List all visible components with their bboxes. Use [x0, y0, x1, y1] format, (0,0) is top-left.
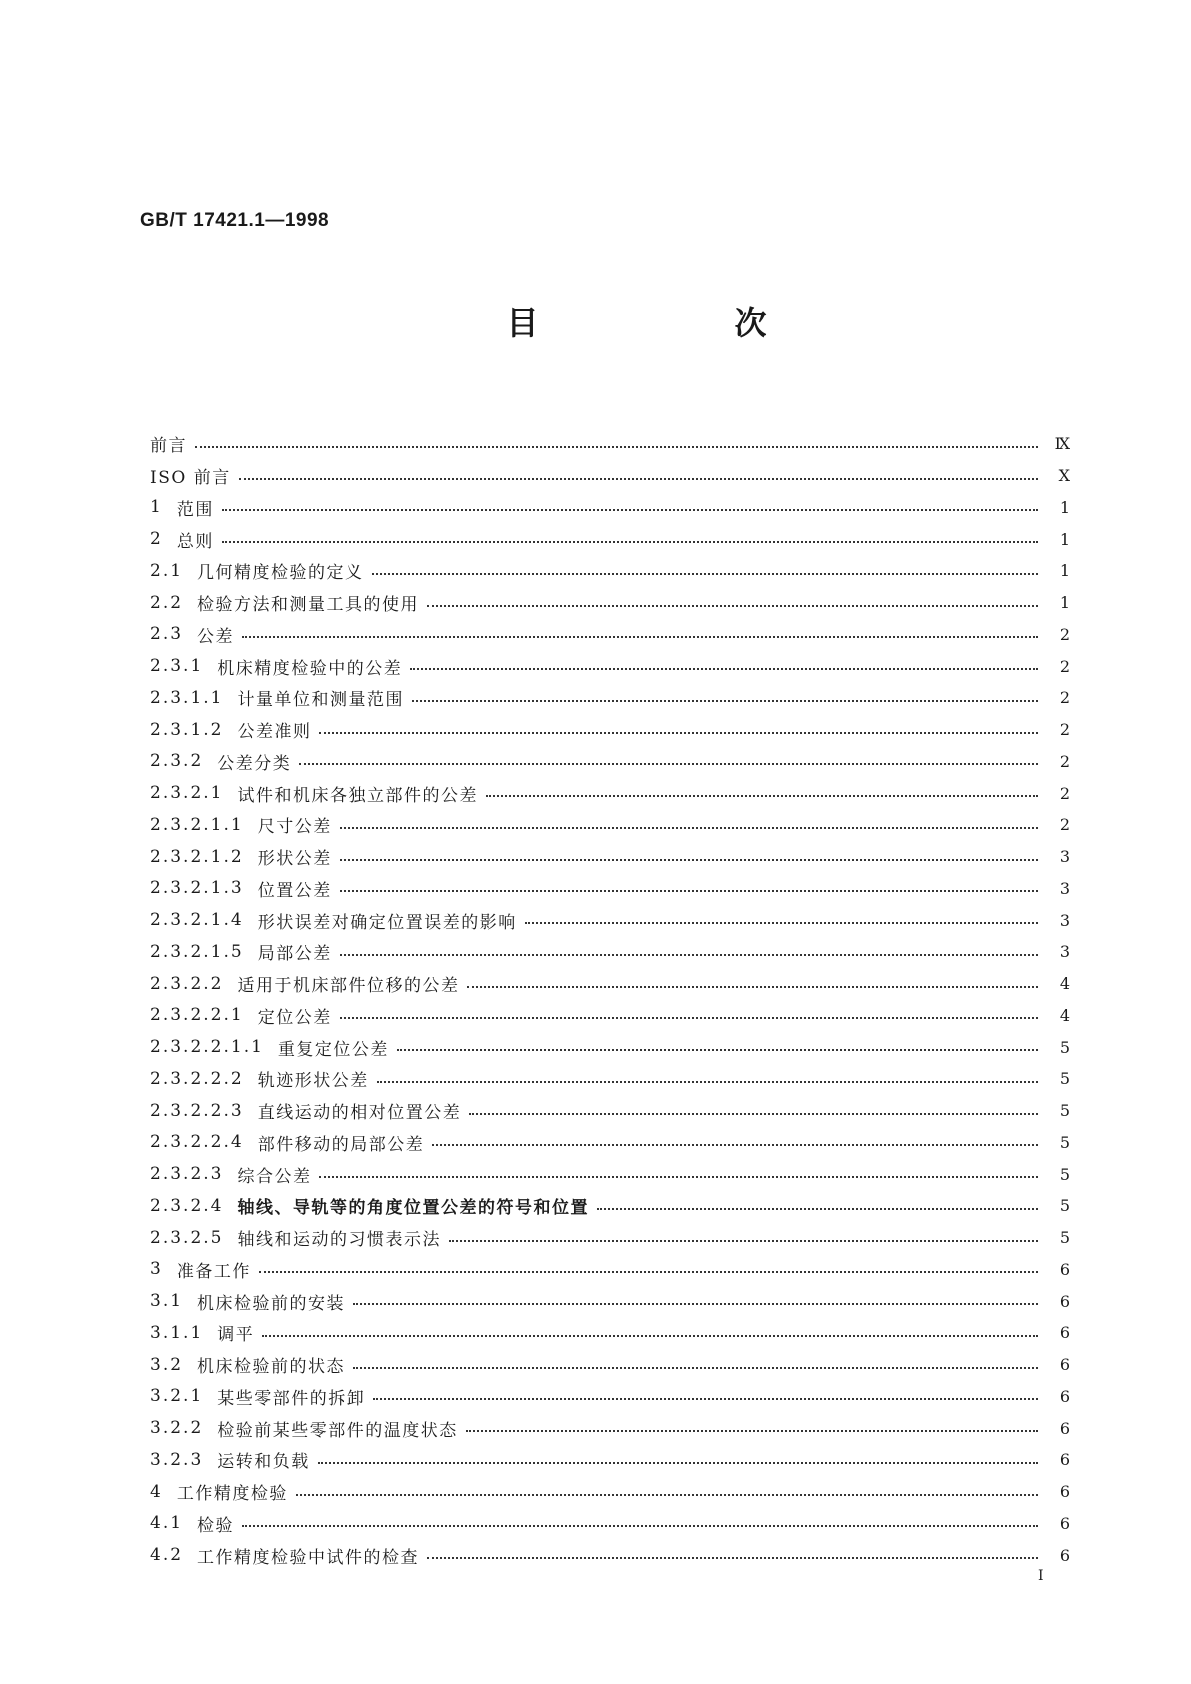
toc-entry[interactable] [150, 587, 1070, 619]
toc-entry-title: 机床检验前的安装 [197, 1293, 346, 1314]
toc-entry-title: 前言 [150, 436, 187, 457]
toc-entry-title: 局部公差 [257, 944, 332, 965]
toc-entry-page: 5 [1059, 1132, 1070, 1152]
toc-entry-page: 6 [1059, 1545, 1070, 1565]
toc-entry-page: 6 [1059, 1450, 1070, 1470]
toc-entry-title: 重复定位公差 [277, 1039, 389, 1060]
toc-entry-title: 轴线和运动的习惯表示法 [237, 1230, 441, 1251]
toc-entry-number: 4.1 [150, 1513, 184, 1534]
toc-entry-title: 几何精度检验的定义 [197, 563, 364, 584]
toc-entry-page: 6 [1059, 1355, 1070, 1375]
toc-entry-title: 适用于机床部件位移的公差 [237, 976, 460, 997]
toc-entry[interactable] [150, 809, 1070, 841]
toc-entry-title: 准备工作 [176, 1261, 251, 1282]
toc-entry-title: 直线运动的相对位置公差 [257, 1103, 462, 1124]
toc-leader-dots [239, 478, 1038, 480]
toc-entry[interactable] [150, 1285, 1070, 1317]
toc-entry[interactable] [150, 492, 1070, 524]
toc-entry-title: 公差分类 [217, 753, 292, 774]
toc-entry[interactable] [150, 936, 1070, 968]
toc-entry[interactable] [150, 968, 1070, 1000]
toc-entry-title: 轨迹形状公差 [257, 1071, 369, 1092]
toc-entry-number: 2 [150, 529, 163, 550]
toc-entry-number: 2.3.2.1.5 [150, 941, 244, 962]
toc-leader-dots [299, 763, 1038, 765]
toc-entry-title: 计量单位和测量范围 [237, 690, 404, 711]
toc-leader-dots [318, 1462, 1038, 1464]
toc-leader-dots [340, 954, 1038, 956]
toc-entry-title: 运转和负载 [217, 1452, 310, 1473]
toc-leader-dots [469, 1113, 1038, 1115]
toc-leader-dots [427, 1557, 1038, 1559]
toc-entry-number: 2.3.2.5 [150, 1227, 224, 1248]
toc-entry-title: 轴线、导轨等的角度位置公差的符号和位置 [237, 1198, 589, 1219]
toc-leader-dots [340, 859, 1038, 861]
toc-leader-dots [319, 1176, 1038, 1178]
toc-entry[interactable] [150, 777, 1070, 809]
toc-entry[interactable] [150, 1158, 1070, 1190]
toc-entry[interactable] [150, 1508, 1070, 1540]
toc-leader-dots [222, 509, 1038, 511]
toc-leader-dots [597, 1208, 1038, 1210]
page-title: 目 次 [506, 304, 849, 342]
toc-entry[interactable] [150, 555, 1070, 587]
toc-entry-title: 检验方法和测量工具的使用 [197, 595, 420, 616]
toc-entry-page: 2 [1059, 688, 1070, 708]
toc-entry-number: 2.3.2.1.3 [150, 878, 244, 899]
toc-entry-number: 2.3.2.3 [150, 1164, 224, 1185]
toc-entry[interactable] [150, 873, 1070, 905]
toc-leader-dots [467, 986, 1038, 988]
toc-entry-number: 2.3.2.4 [150, 1195, 224, 1216]
toc-entry-number: 2.3.2.1.2 [150, 846, 244, 867]
toc-leader-dots [432, 1144, 1038, 1146]
toc-entry-number: 3.2.2 [150, 1418, 204, 1439]
toc-entry-page: 1 [1059, 561, 1070, 581]
toc-entry-page: 2 [1059, 624, 1070, 644]
toc-entry-page: 1 [1059, 497, 1070, 517]
toc-entry-number: 3.2.3 [150, 1449, 204, 1470]
toc-entry-number: 2.3.2.2.3 [150, 1100, 244, 1121]
toc-entry[interactable] [150, 746, 1070, 778]
standard-number: GB/T 17421.1—1998 [140, 210, 330, 231]
toc-entry-number: 1 [150, 497, 163, 518]
toc-leader-dots [372, 573, 1038, 575]
toc-entry-page: 2 [1059, 783, 1070, 803]
toc-entry-number: 2.3.1.1 [150, 687, 224, 708]
toc-entry[interactable] [150, 619, 1070, 651]
toc-entry-number: 2.3.2.2.4 [150, 1132, 244, 1153]
toc-leader-dots [195, 446, 1038, 448]
toc-entry-title: 公差 [197, 626, 235, 647]
toc-entry-number: 2.1 [150, 560, 184, 581]
toc-entry[interactable] [150, 904, 1070, 936]
toc-leader-dots [427, 605, 1038, 607]
toc-leader-dots [377, 1081, 1038, 1083]
toc-entry-title: 工作精度检验中试件的检查 [197, 1547, 420, 1568]
toc-leader-dots [262, 1335, 1038, 1337]
toc-entry-page: 6 [1059, 1386, 1070, 1406]
toc-entry-title: 定位公差 [257, 1007, 332, 1028]
toc-leader-dots [525, 922, 1038, 924]
toc-entry-number: 2.3 [150, 624, 184, 645]
toc-entry-title: 试件和机床各独立部件的公差 [237, 785, 478, 806]
toc-leader-dots [259, 1271, 1038, 1273]
toc-leader-dots [449, 1240, 1038, 1242]
toc-entry-number: 2.2 [150, 592, 184, 613]
toc-entry-title: 检验 [197, 1515, 235, 1536]
toc-entry-number: 3.1 [150, 1291, 184, 1312]
toc-entry-page: 5 [1059, 1228, 1070, 1248]
toc-entry-title: 范围 [176, 499, 214, 520]
toc-entry-number: 2.3.1 [150, 656, 204, 677]
toc-leader-dots [353, 1367, 1038, 1369]
toc-entry-title: 部件移动的局部公差 [257, 1134, 425, 1155]
toc-leader-dots [486, 795, 1038, 797]
toc-entry[interactable] [150, 714, 1070, 746]
toc-entry-page: 5 [1059, 1101, 1070, 1121]
toc-entry[interactable] [150, 1031, 1070, 1063]
toc-entry[interactable] [150, 1190, 1070, 1222]
toc-entry[interactable] [150, 1095, 1070, 1127]
toc-entry-number: 2.3.2.1.4 [150, 910, 244, 931]
toc-leader-dots [242, 636, 1038, 638]
toc-entry-page: 4 [1059, 974, 1070, 994]
toc-entry[interactable] [150, 1000, 1070, 1032]
toc-entry-number: 2.3.2.1 [150, 783, 224, 804]
toc-entry-title: 机床检验前的状态 [197, 1357, 346, 1378]
toc-entry-page: 3 [1059, 910, 1070, 930]
toc-entry-page: 5 [1059, 1037, 1070, 1057]
toc-entry-page: X [1058, 466, 1070, 486]
toc-entry-number: 3.1.1 [150, 1322, 204, 1343]
toc-entry-number: 2.3.2.1.1 [150, 814, 244, 835]
toc-entry[interactable] [150, 1412, 1070, 1444]
toc-entry[interactable] [150, 1254, 1070, 1286]
toc-leader-dots [319, 732, 1038, 734]
toc-leader-dots [296, 1494, 1038, 1496]
toc-leader-dots [242, 1525, 1038, 1527]
toc-entry-page: 2 [1059, 751, 1070, 771]
toc-entry-title: 工作精度检验 [176, 1484, 288, 1505]
toc-entry[interactable] [150, 1317, 1070, 1349]
toc-entry-title: 形状误差对确定位置误差的影响 [257, 912, 517, 933]
toc-entry[interactable] [150, 1222, 1070, 1254]
toc-leader-dots [340, 1017, 1038, 1019]
toc-entry-page: 6 [1059, 1482, 1070, 1502]
toc-entry[interactable] [150, 1063, 1070, 1095]
toc-entry[interactable] [150, 523, 1070, 555]
toc-entry[interactable] [150, 1381, 1070, 1413]
toc-entry-page: 5 [1059, 1196, 1070, 1216]
toc-entry-page: 6 [1059, 1259, 1070, 1279]
toc-entry-page: 2 [1059, 720, 1070, 740]
toc-entry-title: ISO 前言 [150, 468, 231, 489]
toc-entry-title: 调平 [217, 1325, 255, 1346]
toc-entry-page: 1 [1059, 529, 1070, 549]
toc-entry-number: 2.3.2.2.2 [150, 1068, 244, 1089]
toc-leader-dots [373, 1398, 1038, 1400]
toc-entry-number: 2.3.2.2.1.1 [150, 1037, 264, 1058]
toc-entry-page: 5 [1059, 1069, 1070, 1089]
toc-leader-dots [353, 1303, 1038, 1305]
toc-entry-page: 6 [1059, 1291, 1070, 1311]
toc-entry[interactable] [150, 460, 1070, 492]
toc-entry-page: 3 [1059, 847, 1070, 867]
toc-leader-dots [410, 668, 1038, 670]
toc-entry[interactable] [150, 1349, 1070, 1381]
toc-entry-page: 4 [1059, 1005, 1070, 1025]
toc-entry-number: 2.3.1.2 [150, 719, 224, 740]
toc-entry-page: 1 [1059, 593, 1070, 613]
toc-entry-number: 3.2 [150, 1354, 184, 1375]
toc-leader-dots [340, 890, 1038, 892]
toc-leader-dots [340, 827, 1038, 829]
toc-entry-page: 6 [1059, 1323, 1070, 1343]
toc-entry-title: 机床精度检验中的公差 [217, 658, 403, 679]
toc-entry-page: 2 [1059, 815, 1070, 835]
toc-entry[interactable] [150, 841, 1070, 873]
toc-entry-title: 总则 [176, 531, 214, 552]
toc-entry[interactable] [150, 682, 1070, 714]
toc-entry-title: 形状公差 [257, 849, 332, 870]
toc-entry-number: 4 [150, 1481, 163, 1502]
page-number: I [1038, 1568, 1044, 1584]
toc-entry-number: 2.3.2.2 [150, 973, 224, 994]
toc-leader-dots [412, 700, 1038, 702]
toc-entry-number: 2.3.2.2.1 [150, 1005, 244, 1026]
toc-entry-title: 公差准则 [237, 722, 312, 743]
toc-entry-page: Ⅸ [1054, 434, 1070, 454]
toc-entry[interactable] [150, 428, 1070, 460]
toc-entry[interactable] [150, 650, 1070, 682]
toc-entry-page: 5 [1059, 1164, 1070, 1184]
table-of-contents [150, 428, 1070, 1571]
toc-entry-title: 检验前某些零部件的温度状态 [217, 1420, 458, 1441]
toc-entry-number: 4.2 [150, 1545, 184, 1566]
toc-entry[interactable] [150, 1127, 1070, 1159]
toc-entry-number: 2.3.2 [150, 751, 204, 772]
toc-entry-page: 6 [1059, 1513, 1070, 1533]
toc-entry-number: 3.2.1 [150, 1386, 204, 1407]
toc-entry-page: 3 [1059, 878, 1070, 898]
toc-entry-title: 位置公差 [257, 880, 332, 901]
toc-leader-dots [222, 541, 1038, 543]
toc-entry-title: 尺寸公差 [257, 817, 332, 838]
toc-entry-page: 6 [1059, 1418, 1070, 1438]
toc-entry[interactable] [150, 1444, 1070, 1476]
toc-entry[interactable] [150, 1476, 1070, 1508]
toc-leader-dots [397, 1049, 1038, 1051]
toc-entry-title: 综合公差 [237, 1166, 312, 1187]
toc-entry-title: 某些零部件的拆卸 [217, 1388, 366, 1409]
toc-leader-dots [466, 1430, 1038, 1432]
toc-entry-number: 3 [150, 1259, 163, 1280]
toc-entry-page: 2 [1059, 656, 1070, 676]
toc-entry[interactable] [150, 1539, 1070, 1571]
toc-entry-page: 3 [1059, 942, 1070, 962]
